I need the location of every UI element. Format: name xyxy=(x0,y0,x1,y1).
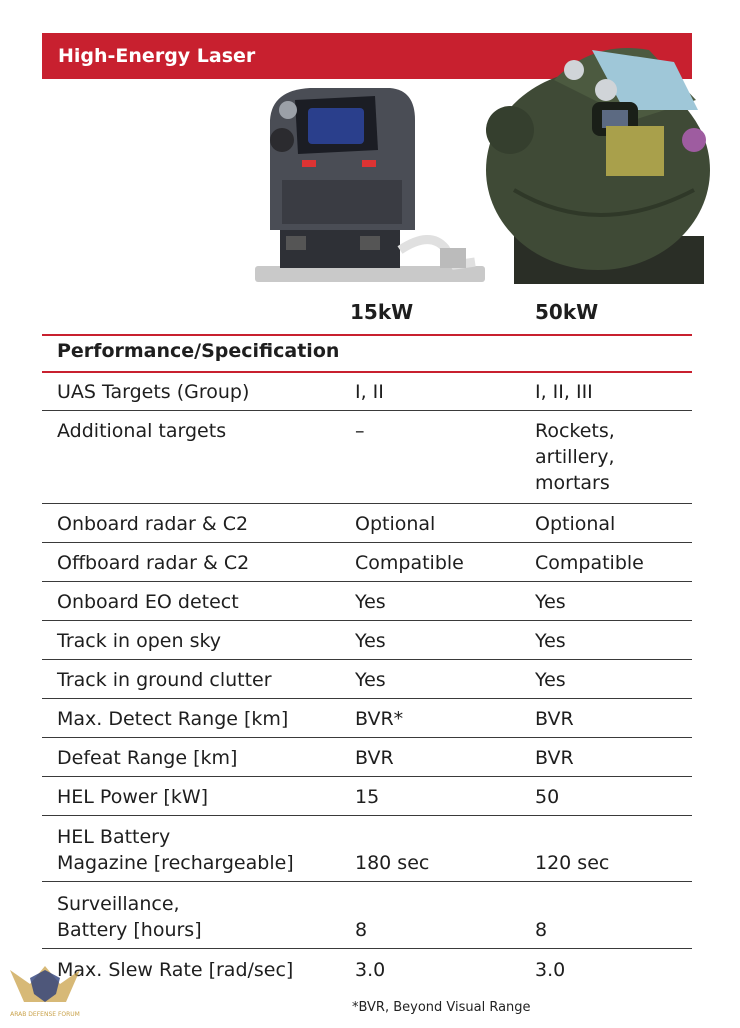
table-row xyxy=(42,816,692,882)
value-50kw: BVR xyxy=(535,747,574,769)
row-label: Surveillance, Battery [hours] xyxy=(57,893,202,941)
row-label: Max. Slew Rate [rad/sec] xyxy=(57,959,294,981)
row-label: Track in open sky xyxy=(57,630,222,652)
row-label: Offboard radar & C2 xyxy=(57,552,250,574)
page-title: High-Energy Laser xyxy=(58,45,256,67)
laser-15kw-image xyxy=(250,80,490,286)
row-label: Onboard radar & C2 xyxy=(57,513,249,535)
value-15kw: 8 xyxy=(355,919,368,941)
row-label: Track in ground clutter xyxy=(57,669,272,691)
value-15kw: Yes xyxy=(355,591,386,613)
table-row xyxy=(42,373,692,411)
footnote: *BVR, Beyond Visual Range xyxy=(352,1000,531,1015)
value-15kw: Compatible xyxy=(355,552,464,574)
table-row xyxy=(42,504,692,543)
row-label: Onboard EO detect xyxy=(57,591,239,613)
table-row xyxy=(42,777,692,816)
value-15kw: Optional xyxy=(355,513,436,535)
row-label: Max. Detect Range [km] xyxy=(57,708,289,730)
table-row xyxy=(42,882,692,949)
value-50kw: 50 xyxy=(535,786,560,808)
table-row xyxy=(42,660,692,699)
column-header-15kw: 15kW xyxy=(350,300,414,324)
value-50kw: 120 sec xyxy=(535,852,610,874)
watermark-text: ARAB DEFENSE FORUM xyxy=(10,1011,80,1018)
value-50kw: Yes xyxy=(535,669,566,691)
row-label: HEL Battery Magazine [rechargeable] xyxy=(57,826,294,874)
row-label: Defeat Range [km] xyxy=(57,747,238,769)
value-50kw: Rockets, artillery, mortars xyxy=(535,420,615,494)
value-15kw: 180 sec xyxy=(355,852,430,874)
section-top-rule xyxy=(42,334,692,336)
value-50kw: I, II, III xyxy=(535,381,593,403)
value-15kw: Yes xyxy=(355,630,386,652)
column-header-50kw: 50kW xyxy=(535,300,599,324)
table-row xyxy=(42,621,692,660)
value-50kw: Yes xyxy=(535,630,566,652)
table-row xyxy=(42,949,692,988)
table-row xyxy=(42,582,692,621)
value-15kw: – xyxy=(355,420,365,442)
value-50kw: Yes xyxy=(535,591,566,613)
value-15kw: I, II xyxy=(355,381,384,403)
value-15kw: Yes xyxy=(355,669,386,691)
value-15kw: BVR xyxy=(355,747,394,769)
laser-50kw-image xyxy=(474,40,722,286)
section-title: Performance/Specification xyxy=(57,340,340,362)
spec-table xyxy=(42,373,692,988)
table-row xyxy=(42,699,692,738)
value-50kw: Compatible xyxy=(535,552,644,574)
value-15kw: 15 xyxy=(355,786,380,808)
value-50kw: BVR xyxy=(535,708,574,730)
table-row xyxy=(42,543,692,582)
value-50kw: 8 xyxy=(535,919,548,941)
row-label: UAS Targets (Group) xyxy=(57,381,250,403)
row-label: Additional targets xyxy=(57,420,227,442)
value-50kw: 3.0 xyxy=(535,959,566,981)
forum-watermark-logo xyxy=(0,958,90,1028)
table-row xyxy=(42,738,692,777)
value-50kw: Optional xyxy=(535,513,616,535)
value-15kw: 3.0 xyxy=(355,959,386,981)
value-15kw: BVR* xyxy=(355,708,404,730)
table-row xyxy=(42,411,692,504)
row-label: HEL Power [kW] xyxy=(57,786,209,808)
